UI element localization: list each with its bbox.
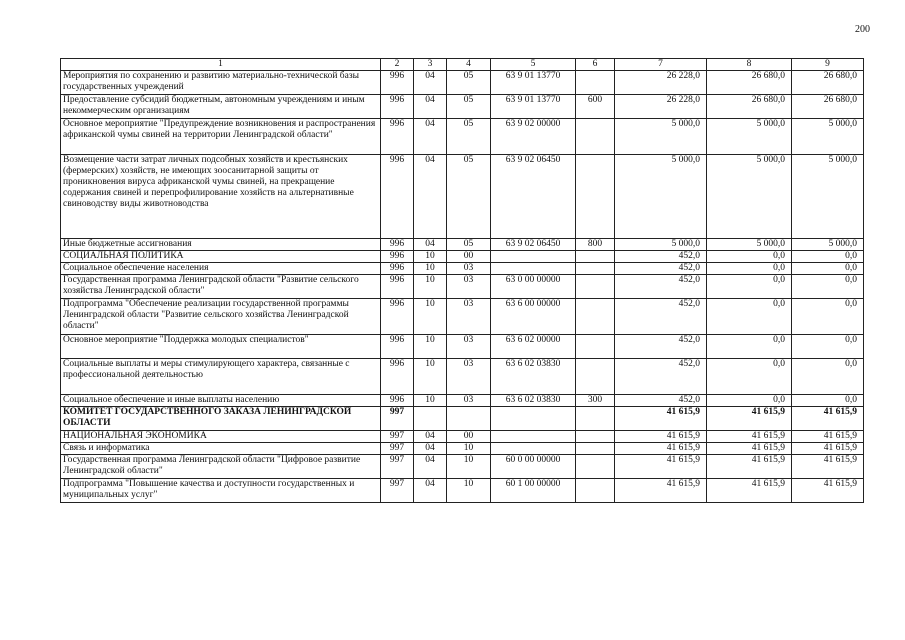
row-target-article-cell: 63 9 02 06450	[491, 155, 576, 239]
row-amount-col9-cell: 5 000,0	[792, 119, 864, 155]
row-expense-type-cell	[576, 407, 615, 431]
page-number: 200	[855, 24, 870, 35]
header-cell: 6	[576, 59, 615, 71]
row-amount-col7-cell: 452,0	[615, 299, 707, 335]
row-expense-type-cell	[576, 335, 615, 359]
row-admin-code-cell: 997	[381, 443, 414, 455]
header-cell: 7	[615, 59, 707, 71]
row-section-cell: 04	[414, 71, 447, 95]
row-target-article-cell: 63 9 01 13770	[491, 71, 576, 95]
row-admin-code-cell: 996	[381, 71, 414, 95]
row-subsection-cell: 03	[447, 299, 491, 335]
row-target-article-cell	[491, 407, 576, 431]
row-subsection-cell: 05	[447, 71, 491, 95]
row-name-cell: КОМИТЕТ ГОСУДАРСТВЕННОГО ЗАКАЗА ЛЕНИНГРАДСКОЙ ОБЛАСТИ	[61, 407, 381, 431]
row-name-cell: Основное мероприятие "Поддержка молодых специалистов"	[61, 335, 381, 359]
row-expense-type-cell	[576, 299, 615, 335]
row-amount-col7-cell: 5 000,0	[615, 239, 707, 251]
row-admin-code-cell: 996	[381, 263, 414, 275]
row-section-cell: 10	[414, 395, 447, 407]
row-amount-col9-cell: 0,0	[792, 251, 864, 263]
row-name-cell: Государственная программа Ленинградской области "Цифровое развитие Ленинградской области"	[61, 455, 381, 479]
row-amount-col8-cell: 5 000,0	[707, 239, 792, 251]
row-subsection-cell: 10	[447, 443, 491, 455]
row-amount-col9-cell: 41 615,9	[792, 407, 864, 431]
row-name-cell: Подпрограмма "Повышение качества и доступности государственных и муниципальных услуг"	[61, 479, 381, 503]
row-target-article-cell: 63 6 02 03830	[491, 359, 576, 395]
row-amount-col8-cell: 5 000,0	[707, 155, 792, 239]
row-name-cell: СОЦИАЛЬНАЯ ПОЛИТИКА	[61, 251, 381, 263]
row-section-cell: 10	[414, 275, 447, 299]
row-target-article-cell: 63 6 00 00000	[491, 299, 576, 335]
table-row	[61, 431, 864, 443]
table-row	[61, 251, 864, 263]
row-target-article-cell	[491, 251, 576, 263]
row-section-cell	[414, 407, 447, 431]
row-target-article-cell: 63 0 00 00000	[491, 275, 576, 299]
table-row	[61, 275, 864, 299]
row-admin-code-cell: 997	[381, 431, 414, 443]
row-target-article-cell: 63 9 02 06450	[491, 239, 576, 251]
row-amount-col7-cell: 452,0	[615, 251, 707, 263]
row-amount-col9-cell: 5 000,0	[792, 239, 864, 251]
row-name-cell: Мероприятия по сохранению и развитию материально-технической базы государственных учреждений	[61, 71, 381, 95]
row-admin-code-cell: 996	[381, 275, 414, 299]
row-name-cell: НАЦИОНАЛЬНАЯ ЭКОНОМИКА	[61, 431, 381, 443]
row-target-article-cell: 60 0 00 00000	[491, 455, 576, 479]
row-admin-code-cell: 996	[381, 395, 414, 407]
row-amount-col8-cell: 41 615,9	[707, 431, 792, 443]
row-section-cell: 04	[414, 95, 447, 119]
row-section-cell: 10	[414, 251, 447, 263]
row-name-cell: Связь и информатика	[61, 443, 381, 455]
header-cell: 3	[414, 59, 447, 71]
row-amount-col9-cell: 41 615,9	[792, 443, 864, 455]
row-amount-col9-cell: 5 000,0	[792, 155, 864, 239]
header-cell: 1	[61, 59, 381, 71]
row-expense-type-cell	[576, 431, 615, 443]
row-amount-col8-cell: 26 680,0	[707, 71, 792, 95]
row-expense-type-cell	[576, 359, 615, 395]
row-section-cell: 04	[414, 155, 447, 239]
row-amount-col7-cell: 41 615,9	[615, 443, 707, 455]
row-admin-code-cell: 996	[381, 299, 414, 335]
row-expense-type-cell: 800	[576, 239, 615, 251]
row-amount-col9-cell: 41 615,9	[792, 431, 864, 443]
table-row	[61, 71, 864, 95]
row-name-cell: Государственная программа Ленинградской области "Развитие сельского хозяйства Ленинградской области"	[61, 275, 381, 299]
table-row	[61, 455, 864, 479]
table-row	[61, 299, 864, 335]
table-row	[61, 407, 864, 431]
row-subsection-cell: 10	[447, 455, 491, 479]
row-expense-type-cell	[576, 71, 615, 95]
row-name-cell: Иные бюджетные ассигнования	[61, 239, 381, 251]
table-row	[61, 335, 864, 359]
row-amount-col9-cell: 0,0	[792, 395, 864, 407]
row-amount-col8-cell: 0,0	[707, 263, 792, 275]
row-expense-type-cell	[576, 479, 615, 503]
row-expense-type-cell: 300	[576, 395, 615, 407]
row-section-cell: 04	[414, 119, 447, 155]
row-section-cell: 04	[414, 239, 447, 251]
row-amount-col7-cell: 41 615,9	[615, 407, 707, 431]
row-name-cell: Основное мероприятие "Предупреждение возникновения и распространения африканской чумы свиней на территории Ленинградской области"	[61, 119, 381, 155]
row-amount-col8-cell: 0,0	[707, 299, 792, 335]
row-section-cell: 10	[414, 335, 447, 359]
row-target-article-cell: 63 6 02 00000	[491, 335, 576, 359]
row-expense-type-cell: 600	[576, 95, 615, 119]
row-expense-type-cell	[576, 275, 615, 299]
row-amount-col9-cell: 0,0	[792, 335, 864, 359]
table-row	[61, 359, 864, 395]
row-amount-col7-cell: 41 615,9	[615, 431, 707, 443]
row-section-cell: 04	[414, 455, 447, 479]
row-amount-col8-cell: 0,0	[707, 359, 792, 395]
header-cell: 2	[381, 59, 414, 71]
row-section-cell: 10	[414, 263, 447, 275]
row-amount-col7-cell: 5 000,0	[615, 119, 707, 155]
table-row	[61, 395, 864, 407]
header-cell: 4	[447, 59, 491, 71]
row-amount-col7-cell: 5 000,0	[615, 155, 707, 239]
header-cell: 5	[491, 59, 576, 71]
row-section-cell: 10	[414, 299, 447, 335]
table-row	[61, 239, 864, 251]
row-amount-col9-cell: 26 680,0	[792, 95, 864, 119]
header-row	[61, 59, 864, 71]
row-target-article-cell: 63 9 02 00000	[491, 119, 576, 155]
row-admin-code-cell: 996	[381, 239, 414, 251]
row-subsection-cell: 03	[447, 335, 491, 359]
row-expense-type-cell	[576, 455, 615, 479]
row-name-cell: Социальные выплаты и меры стимулирующего характера, связанные с профессиональной деятельностью	[61, 359, 381, 395]
row-admin-code-cell: 996	[381, 155, 414, 239]
row-section-cell: 04	[414, 443, 447, 455]
row-amount-col9-cell: 41 615,9	[792, 455, 864, 479]
row-subsection-cell: 03	[447, 359, 491, 395]
table-row	[61, 263, 864, 275]
row-amount-col7-cell: 452,0	[615, 395, 707, 407]
row-subsection-cell: 10	[447, 479, 491, 503]
row-amount-col8-cell: 5 000,0	[707, 119, 792, 155]
row-expense-type-cell	[576, 119, 615, 155]
row-amount-col7-cell: 41 615,9	[615, 455, 707, 479]
row-target-article-cell	[491, 263, 576, 275]
row-subsection-cell: 03	[447, 395, 491, 407]
row-admin-code-cell: 996	[381, 251, 414, 263]
row-subsection-cell: 00	[447, 251, 491, 263]
row-expense-type-cell	[576, 443, 615, 455]
row-admin-code-cell: 997	[381, 407, 414, 431]
row-subsection-cell: 00	[447, 431, 491, 443]
row-name-cell: Социальное обеспечение и иные выплаты населению	[61, 395, 381, 407]
row-expense-type-cell	[576, 155, 615, 239]
row-section-cell: 04	[414, 431, 447, 443]
row-expense-type-cell	[576, 263, 615, 275]
row-amount-col9-cell: 0,0	[792, 299, 864, 335]
row-name-cell: Социальное обеспечение населения	[61, 263, 381, 275]
row-amount-col8-cell: 0,0	[707, 251, 792, 263]
row-admin-code-cell: 996	[381, 335, 414, 359]
row-expense-type-cell	[576, 251, 615, 263]
header-cell: 8	[707, 59, 792, 71]
row-amount-col8-cell: 41 615,9	[707, 407, 792, 431]
table-row	[61, 479, 864, 503]
row-target-article-cell: 63 9 01 13770	[491, 95, 576, 119]
row-target-article-cell: 60 1 00 00000	[491, 479, 576, 503]
row-subsection-cell: 05	[447, 239, 491, 251]
row-subsection-cell: 03	[447, 275, 491, 299]
row-amount-col9-cell: 26 680,0	[792, 71, 864, 95]
row-amount-col8-cell: 41 615,9	[707, 479, 792, 503]
row-amount-col7-cell: 26 228,0	[615, 71, 707, 95]
row-amount-col7-cell: 41 615,9	[615, 479, 707, 503]
row-target-article-cell	[491, 431, 576, 443]
row-amount-col8-cell: 0,0	[707, 395, 792, 407]
table-row	[61, 443, 864, 455]
row-amount-col8-cell: 0,0	[707, 335, 792, 359]
row-subsection-cell: 05	[447, 155, 491, 239]
row-subsection-cell: 05	[447, 95, 491, 119]
row-admin-code-cell: 996	[381, 359, 414, 395]
row-amount-col9-cell: 41 615,9	[792, 479, 864, 503]
table-row	[61, 95, 864, 119]
row-name-cell: Подпрограмма "Обеспечение реализации государственной программы Ленинградской области "Развитие сельского хозяйства Ленинградской области"	[61, 299, 381, 335]
row-admin-code-cell: 997	[381, 479, 414, 503]
row-name-cell: Возмещение части затрат личных подсобных хозяйств и крестьянских (фермерских) хозяйств, не имеющих зоосанитарной защиты от проникновения вируса африканской чумы свиней, на прекращение содержания свиней и перепрофилирование хозяйств на альтернативные свиноводству виды животноводства	[61, 155, 381, 239]
row-amount-col8-cell: 0,0	[707, 275, 792, 299]
row-amount-col9-cell: 0,0	[792, 263, 864, 275]
table-row	[61, 119, 864, 155]
row-amount-col7-cell: 452,0	[615, 335, 707, 359]
row-amount-col9-cell: 0,0	[792, 275, 864, 299]
row-subsection-cell: 03	[447, 263, 491, 275]
row-amount-col9-cell: 0,0	[792, 359, 864, 395]
row-section-cell: 04	[414, 479, 447, 503]
row-amount-col8-cell: 26 680,0	[707, 95, 792, 119]
row-amount-col8-cell: 41 615,9	[707, 455, 792, 479]
budget-table	[60, 58, 864, 503]
row-amount-col7-cell: 26 228,0	[615, 95, 707, 119]
row-subsection-cell	[447, 407, 491, 431]
row-name-cell: Предоставление субсидий бюджетным, автономным учреждениям и иным некоммерческим организациям	[61, 95, 381, 119]
row-admin-code-cell: 996	[381, 95, 414, 119]
header-cell: 9	[792, 59, 864, 71]
row-admin-code-cell: 997	[381, 455, 414, 479]
row-section-cell: 10	[414, 359, 447, 395]
row-amount-col8-cell: 41 615,9	[707, 443, 792, 455]
row-target-article-cell: 63 6 02 03830	[491, 395, 576, 407]
row-amount-col7-cell: 452,0	[615, 263, 707, 275]
row-subsection-cell: 05	[447, 119, 491, 155]
row-target-article-cell	[491, 443, 576, 455]
table-row	[61, 155, 864, 239]
row-admin-code-cell: 996	[381, 119, 414, 155]
row-amount-col7-cell: 452,0	[615, 359, 707, 395]
row-amount-col7-cell: 452,0	[615, 275, 707, 299]
